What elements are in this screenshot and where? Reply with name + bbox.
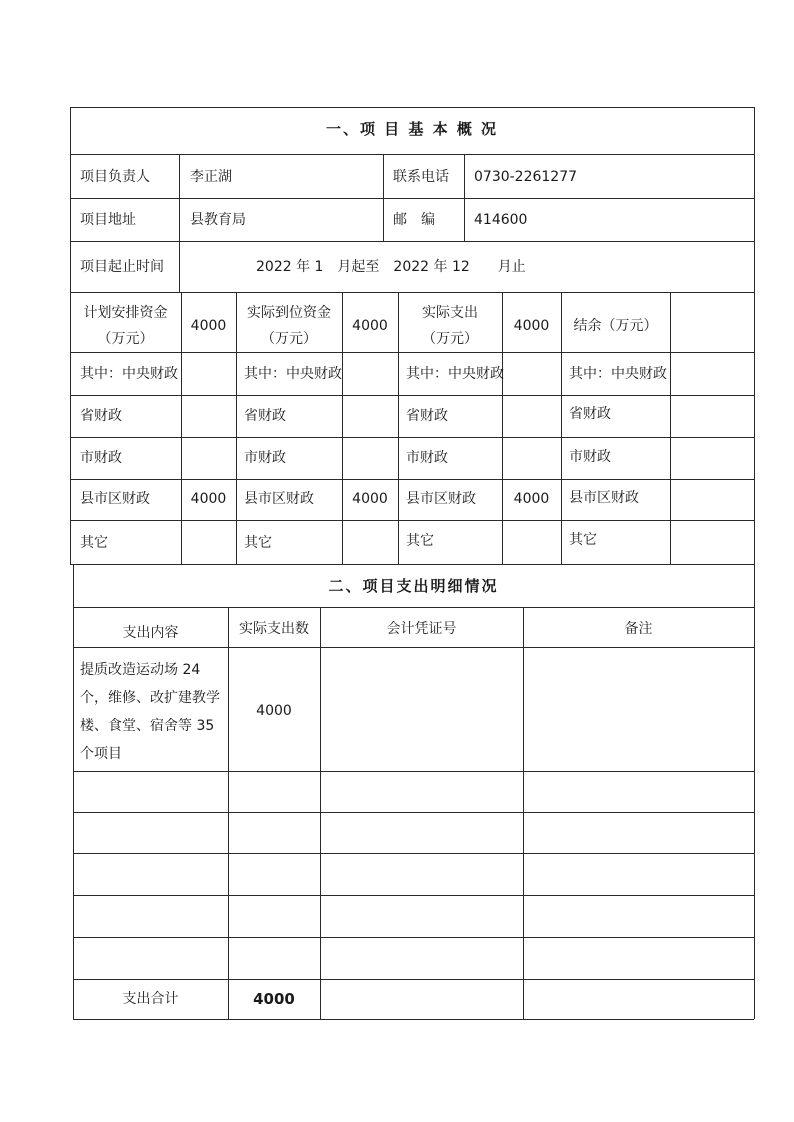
- detail-header-amount: 实际支出数: [239, 621, 309, 637]
- rule: [73, 647, 754, 648]
- rule: [70, 107, 754, 108]
- rule: [523, 607, 524, 1019]
- funds-row-label: 其它: [406, 533, 434, 549]
- funds-row-label: 省财政: [406, 408, 448, 424]
- rule: [754, 107, 755, 564]
- funds-row-label: 市财政: [80, 450, 122, 466]
- rule: [73, 895, 754, 896]
- manager-value: 李正湖: [190, 169, 232, 185]
- section1-title: 一、项 目 基 本 概 况: [325, 120, 499, 138]
- funds-row-value: 4000: [190, 491, 227, 507]
- rule: [320, 607, 321, 1019]
- detail-header-remark: 备注: [624, 621, 653, 637]
- funds-row-label: 县市区财政: [244, 491, 314, 507]
- rule: [70, 198, 754, 199]
- rule: [70, 520, 754, 521]
- funds-row-label: 市财政: [406, 450, 448, 466]
- funds-row-label: 县市区财政: [406, 491, 476, 507]
- rule: [70, 241, 754, 242]
- funds-header-unit: （万元）: [97, 331, 154, 347]
- total-label: 支出合计: [122, 991, 179, 1007]
- funds-row-label: 市财政: [569, 449, 611, 465]
- postcode-label: 邮 编: [393, 212, 435, 228]
- rule: [70, 154, 754, 155]
- rule: [670, 292, 671, 564]
- funds-row-label: 其它: [244, 535, 272, 551]
- rule: [70, 292, 754, 293]
- funds-row-label: 省财政: [244, 408, 286, 424]
- detail-row-content: 提质改造运动场 24 个，维修、改扩建教学楼、食堂、宿舍等 35 个项目: [80, 662, 220, 762]
- funds-row-label: 其中：中央财政: [569, 366, 667, 382]
- funds-row-label: 其它: [80, 535, 108, 551]
- funds-row-value: 4000: [352, 491, 388, 507]
- rule: [73, 771, 754, 772]
- rule: [70, 437, 754, 438]
- funds-row-label: 县市区财政: [569, 490, 639, 506]
- rule: [754, 564, 755, 1019]
- funds-row-label: 其它: [569, 532, 597, 548]
- funds-row-label: 其中：中央财政: [244, 366, 342, 382]
- rule: [73, 979, 754, 980]
- funds-row-label: 省财政: [80, 408, 122, 424]
- funds-header-label: 实际到位资金: [247, 305, 331, 321]
- funds-header-label: 结余（万元）: [573, 318, 658, 334]
- period-label: 项目起止时间: [80, 259, 164, 275]
- section2-title: 二、项目支出明细情况: [328, 577, 499, 595]
- manager-label: 项目负责人: [80, 169, 150, 185]
- funds-header-unit: （万元）: [261, 331, 317, 347]
- funds-row-label: 省财政: [569, 406, 611, 422]
- rule: [73, 853, 754, 854]
- phone-value: 0730-2261277: [474, 169, 578, 185]
- funds-header-value: 4000: [352, 318, 388, 334]
- rule: [464, 154, 465, 241]
- address-value: 县教育局: [190, 212, 246, 228]
- phone-label: 联系电话: [393, 169, 449, 185]
- rule: [73, 812, 754, 813]
- address-label: 项目地址: [80, 212, 136, 228]
- funds-header-value: 4000: [513, 318, 550, 334]
- funds-row-value: 4000: [513, 491, 550, 507]
- rule: [73, 1019, 754, 1020]
- funds-row-label: 其中：中央财政: [406, 366, 504, 382]
- rule: [73, 607, 754, 608]
- rule: [70, 479, 754, 480]
- postcode-value: 414600: [474, 212, 528, 228]
- funds-header-value: 4000: [190, 318, 227, 334]
- rule: [70, 395, 754, 396]
- rule: [179, 154, 180, 292]
- detail-header-voucher: 会计凭证号: [386, 621, 457, 637]
- funds-row-label: 县市区财政: [80, 491, 150, 507]
- rule: [383, 154, 384, 241]
- detail-row-amount: 4000: [256, 703, 292, 719]
- funds-header-unit: （万元）: [422, 331, 478, 347]
- funds-header-label: 实际支出: [422, 305, 478, 321]
- rule: [73, 937, 754, 938]
- rule: [70, 352, 754, 353]
- rule: [228, 607, 229, 1019]
- funds-header-label: 计划安排资金: [83, 305, 168, 321]
- funds-row-label: 其中：中央财政: [80, 366, 178, 382]
- rule: [70, 564, 754, 565]
- total-amount: 4000: [253, 990, 295, 1008]
- funds-row-label: 市财政: [244, 450, 286, 466]
- detail-header-content: 支出内容: [122, 625, 179, 641]
- period-value: 2022 年 1 月起至 2022 年 12 月止: [256, 259, 526, 275]
